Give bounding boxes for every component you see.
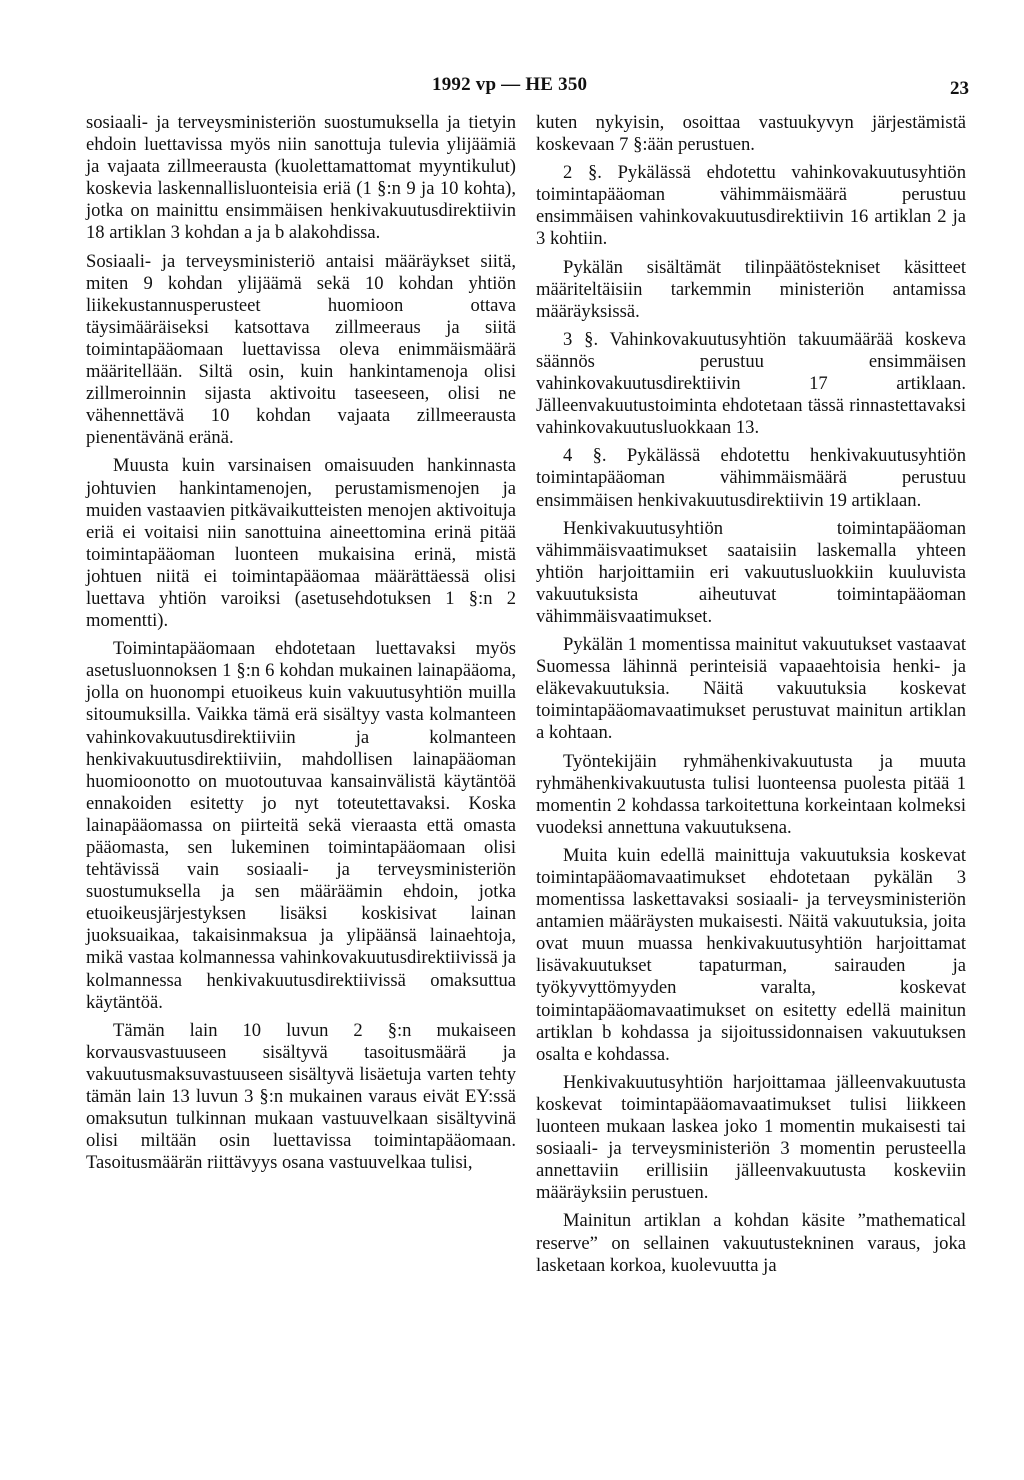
right-paragraph-1: kuten nykyisin, osoittaa vastuukyvyn järjestämistä koskevaan 7 §:ään perustuen. [536, 112, 966, 156]
right-paragraph-7: Pykälän 1 momentissa mainitut vakuutukset vastaavat Suomessa lähinnä perinteisiä vapaaehtoisia henki- ja eläkevakuutuksia. Näitä vakuutuksia koskevat toimintapääomavaatimukset perustuvat mainitun artiklan a kohtaan. [536, 634, 966, 744]
document-title: 1992 vp — HE 350 [432, 74, 588, 95]
right-paragraph-6: Henkivakuutusyhtiön toimintapääoman vähimmäisvaatimukset saataisiin laskemalla yhteen yhtiön harjoittamiin eri vakuutusluokkiin kuuluvista vakuutuksista aiheutuvat toimintapääoman vähimmäisvaatimukset. [536, 517, 966, 627]
right-paragraph-8: Työntekijäin ryhmähenkivakuutusta ja muuta ryhmähenkivakuutusta tulisi luonteensa puolesta pitää 1 momentin 2 kohdassa tarkoitettuna korkeintaan kolmeksi vuodeksi annettuna vakuutuksena. [536, 750, 966, 838]
right-paragraph-9: Muita kuin edellä mainittuja vakuutuksia koskevat toimintapääomavaatimukset ehdotetaan pykälän 3 momentissa laskettavaksi sosiaali- ja terveysministeriön antamien määräysten mukaisesti. Näitä vakuutuksia, joita ovat muun muassa henkivakuutusyhtiön harjoittamat lisävakuutukset tapaturman, sairauden ja työkyvyttömyyden varalta, koskevat toimintapääomavaatimukset on esitetty edellä mainitun artiklan b kohdassa ja sijoitussidonnaisen vakuutuksen osalta e kohdassa. [536, 844, 966, 1065]
left-paragraph-1: sosiaali- ja terveysministeriön suostumuksella ja tietyin ehdoin luettavissa myös niin sanottuja tulevia ylijäämiä ja vajaata zillmeerausta (kuolettamattomat myyntikulut) koskevia laskennallisluonteisia eriä (1 §:n 9 ja 10 kohta), jotka on mainittu ensimmäisen henkivakuutusdirektiivin 18 artiklan 3 kohdan a ja b alakohdissa. [86, 112, 516, 244]
right-paragraph-3: Pykälän sisältämät tilinpäätöstekniset käsitteet määriteltäisiin tarkemmin ministeriön antamissa määräyksissä. [536, 256, 966, 322]
page-number: 23 [950, 78, 969, 99]
left-paragraph-5: Tämän lain 10 luvun 2 §:n mukaiseen korvausvastuuseen sisältyvä tasoitusmäärä ja vakuutusmaksuvastuuseen sisältyvä lisäetuja varten tehty tämän lain 13 luvun 3 §:n mukainen varaus eivät EY:ssä omaksutun tulkinnan mukaan vastuuvelkaan sisältyvinä olisi miltään osin luettavissa toimintapääomaan. Tasoitusmäärän riittävyys osana vastuuvelkaa tulisi, [86, 1019, 516, 1174]
right-paragraph-2: 2 §. Pykälässä ehdotettu vahinkovakuutusyhtiön toimintapääoman vähimmäismäärä perustuu ensimmäisen vahinkovakuutusdirektiivin 16 artiklan 2 ja 3 kohtiin. [536, 162, 966, 250]
left-paragraph-2: Sosiaali- ja terveysministeriö antaisi määräykset siitä, miten 9 kohdan ylijäämä sekä 10 kohdan yhtiön liikekustannusperusteet huomioon ottava täysimääräiseksi katsottava zillmeeraus ja siitä toimintapääomaan luettavissa oleva enimmäismäärä määritellään. Siltä osin, kuin hankintamenoja olisi zillmeroinnin sijasta aktivoitu taseeseen, olisi ne vähennettävä 10 kohdan vajaata zillmeerausta pienentävänä eränä. [86, 250, 516, 449]
right-paragraph-4: 3 §. Vahinkovakuutusyhtiön takuumäärää koskeva säännös perustuu ensimmäisen vahinkovakuutusdirektiivin 17 artiklaan. Jälleenvakuutustoiminta ehdotetaan tässä rinnastettavaksi vahinkovakuutusluokkaan 13. [536, 328, 966, 439]
left-paragraph-3: Muusta kuin varsinaisen omaisuuden hankinnasta johtuvien hankintamenojen, perustamismenojen ja muiden vastaavien pitkävaikutteisten menojen aktivoituja eriä ei voitaisi niin sanottuina aineettomina erinä pitää toimintapääoman luonteen mukaisina erinä, mistä johtuen niitä ei toimintapääomaa määrättäessä olisi luettava yhtiön varoiksi (asetusehdotuksen 1 §:n 2 momentti). [86, 455, 516, 632]
left-column [86, 112, 516, 1174]
right-paragraph-11: Mainitun artiklan a kohdan käsite ”mathematical reserve” on sellainen vakuutustekninen varaus, joka lasketaan korkoa, kuolevuutta ja [536, 1210, 966, 1276]
page-header [0, 74, 1024, 104]
right-paragraph-5: 4 §. Pykälässä ehdotettu henkivakuutusyhtiön toimintapääoman vähimmäismäärä perustuu ensimmäisen henkivakuutusdirektiivin 19 artiklaan. [536, 445, 966, 511]
right-column [536, 112, 966, 1277]
right-paragraph-10: Henkivakuutusyhtiön harjoittamaa jälleenvakuutusta koskevat toimintapääomavaatimukset tulisi liikkeen luonteen mukaan laskea joko 1 momentin mukaisesti tai sosiaali- ja terveysministeriön 3 momentin perusteella annettaviin erillisiin jälleenvakuutusta koskeviin määräyksiin perustuen. [536, 1071, 966, 1204]
left-paragraph-4: Toimintapääomaan ehdotetaan luettavaksi myös asetusluonnoksen 1 §:n 6 kohdan mukainen lainapääoma, jolla on huonompi etuoikeus kuin vakuutusyhtiön muilla sitoumuksilla. Vaikka tämä erä sisältyy vasta kolmanteen vahinkovakuutusdirektiiviin ja kolmanteen henkivakuutusdirektiiviin, mahdollisen lainapääoman huomioonotto on muotoutuvaa kansainvälistä käytäntöä ennakoiden esitetty jo nyt toteutettavaksi. Koska lainapääomassa on piirteitä sekä vieraasta että omasta pääomasta, sen lukeminen toimintapääomaan olisi tehtävissä vain sosiaali- ja terveysministeriön suostumuksella ja sen määräämin ehdoin, jotka etuoikeusjärjestyksen lisäksi koskisivat lainan juoksuaikaa, takaisinmaksua ja ylipäänsä lainaehtoja, mikä vastaa kolmannessa vahinkovakuutusdirektiivissä ja kolmannessa henkivakuutusdirektiivissä omaksuttua käytäntöä. [86, 638, 516, 1013]
